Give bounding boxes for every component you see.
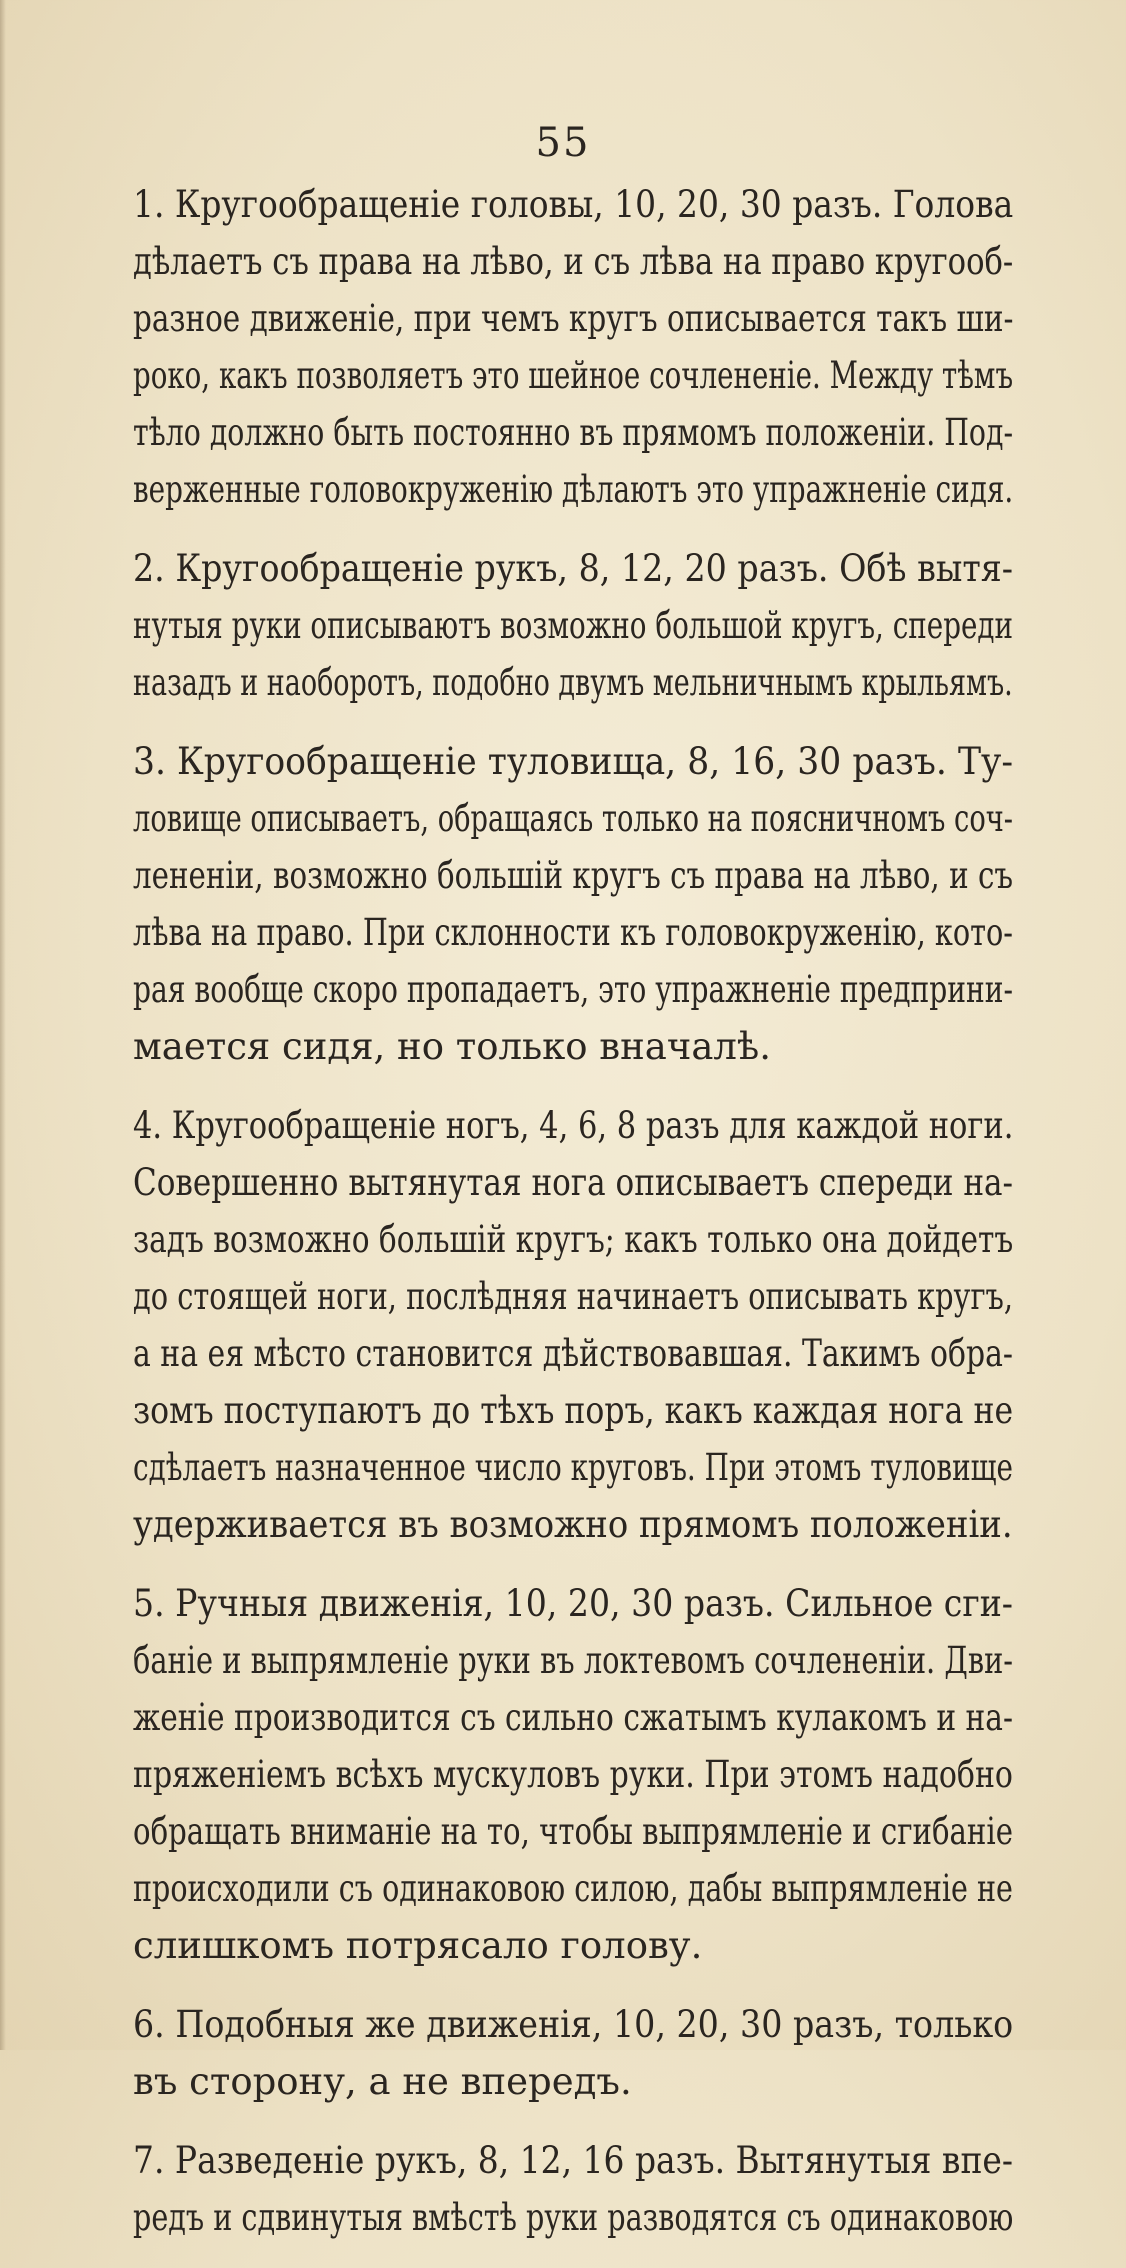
text-line: баніе и выпрямленіе руки въ локтевомъ сочлененіи. Дви- bbox=[133, 1639, 1014, 1682]
text-line: 4. Кругообращеніе ногъ, 4, 6, 8 разъ для каждой ноги. bbox=[133, 1104, 1014, 1147]
text-line: зомъ поступаютъ до тѣхъ поръ, какъ каждая нога не bbox=[133, 1389, 1014, 1432]
text-line: рая вообще скоро пропадаетъ, это упражненіе предприни- bbox=[133, 968, 1013, 1011]
paragraph-4 bbox=[133, 1097, 1013, 1553]
text-line: 1. Кругообращеніе головы, 10, 20, 30 разъ. Голова bbox=[133, 183, 1014, 226]
text-line: верженные головокруженію дѣлаютъ это упражненіе сидя. bbox=[133, 468, 1014, 511]
paragraph-1 bbox=[133, 176, 1013, 518]
text-line: въ сторону, а не впередъ. bbox=[133, 2060, 632, 2103]
text-line: удерживается въ возможно прямомъ положеніи. bbox=[133, 1503, 1013, 1546]
text-line: редъ и сдвинутыя вмѣстѣ руки разводятся съ одинаковою bbox=[133, 2196, 1014, 2239]
text-line: женіе производится съ сильно сжатымъ кулакомъ и на- bbox=[133, 1696, 1013, 1739]
text-line: лененіи, возможно большій кругъ съ права на лѣво, и съ bbox=[133, 854, 1014, 897]
text-line: назадъ и наоборотъ, подобно двумъ мельничнымъ крыльямъ. bbox=[133, 661, 1013, 704]
text-line: 5. Ручныя движенія, 10, 20, 30 разъ. Сильное сги- bbox=[133, 1582, 1013, 1625]
text-line: до стоящей ноги, послѣдняя начинаетъ описывать кругъ, bbox=[133, 1275, 1014, 1318]
text-line: разное движеніе, при чемъ кругъ описывается такъ ши- bbox=[133, 297, 1014, 340]
paragraph-2 bbox=[133, 540, 1013, 711]
text-line: ловище описываетъ, обращаясь только на поясничномъ соч- bbox=[133, 797, 1013, 840]
text-line: 2. Кругообращеніе рукъ, 8, 12, 20 разъ. Обѣ вытя- bbox=[133, 547, 1014, 590]
text-line: роко, какъ позволяетъ это шейное сочлененіе. Между тѣмъ bbox=[133, 354, 1014, 397]
text-line: дѣлаетъ съ права на лѣво, и съ лѣва на право кругооб- bbox=[133, 240, 1014, 283]
paragraph-6 bbox=[133, 1996, 1013, 2110]
text-line: нутыя руки описываютъ возможно большой кругъ, спереди bbox=[133, 604, 1013, 647]
text-line: мается сидя, но только вначалѣ. bbox=[133, 1025, 771, 1068]
text-line: тѣло должно быть постоянно въ прямомъ положеніи. Под- bbox=[133, 411, 1014, 454]
text-line: 3. Кругообращеніе туловища, 8, 16, 30 разъ. Ту- bbox=[133, 740, 1014, 783]
page-body bbox=[133, 176, 1013, 2268]
text-line: лѣва на право. При склонности къ головокруженію, кото- bbox=[133, 911, 1013, 954]
text-line: слишкомъ потрясало голову. bbox=[133, 1924, 703, 1967]
text-line: обращать вниманіе на то, чтобы выпрямленіе и сгибаніе bbox=[133, 1810, 1013, 1853]
paragraph-5 bbox=[133, 1575, 1013, 1974]
paragraph-3 bbox=[133, 733, 1013, 1075]
text-line: 6. Подобныя же движенія, 10, 20, 30 разъ, только bbox=[133, 2003, 1014, 2046]
page-number: 55 bbox=[535, 120, 591, 166]
text-line: 7. Разведеніе рукъ, 8, 12, 16 разъ. Вытянутыя впе- bbox=[133, 2139, 1014, 2182]
text-line: происходили съ одинаковою силою, дабы выпрямленіе не bbox=[133, 1867, 1013, 1910]
page-edge-shadow bbox=[0, 0, 6, 2050]
text-line: Совершенно вытянутая нога описываетъ спереди на- bbox=[133, 1161, 1014, 1204]
paragraph-7 bbox=[133, 2132, 1013, 2246]
text-line: задъ возможно большій кругъ; какъ только она дойдетъ bbox=[133, 1218, 1014, 1261]
text-line: а на ея мѣсто становится дѣйствовавшая. Такимъ обра- bbox=[133, 1332, 1014, 1375]
text-line: пряженіемъ всѣхъ мускуловъ руки. При этомъ надобно bbox=[133, 1753, 1013, 1796]
text-line: сдѣлаетъ назначенное число круговъ. При этомъ туловище bbox=[133, 1446, 1013, 1489]
